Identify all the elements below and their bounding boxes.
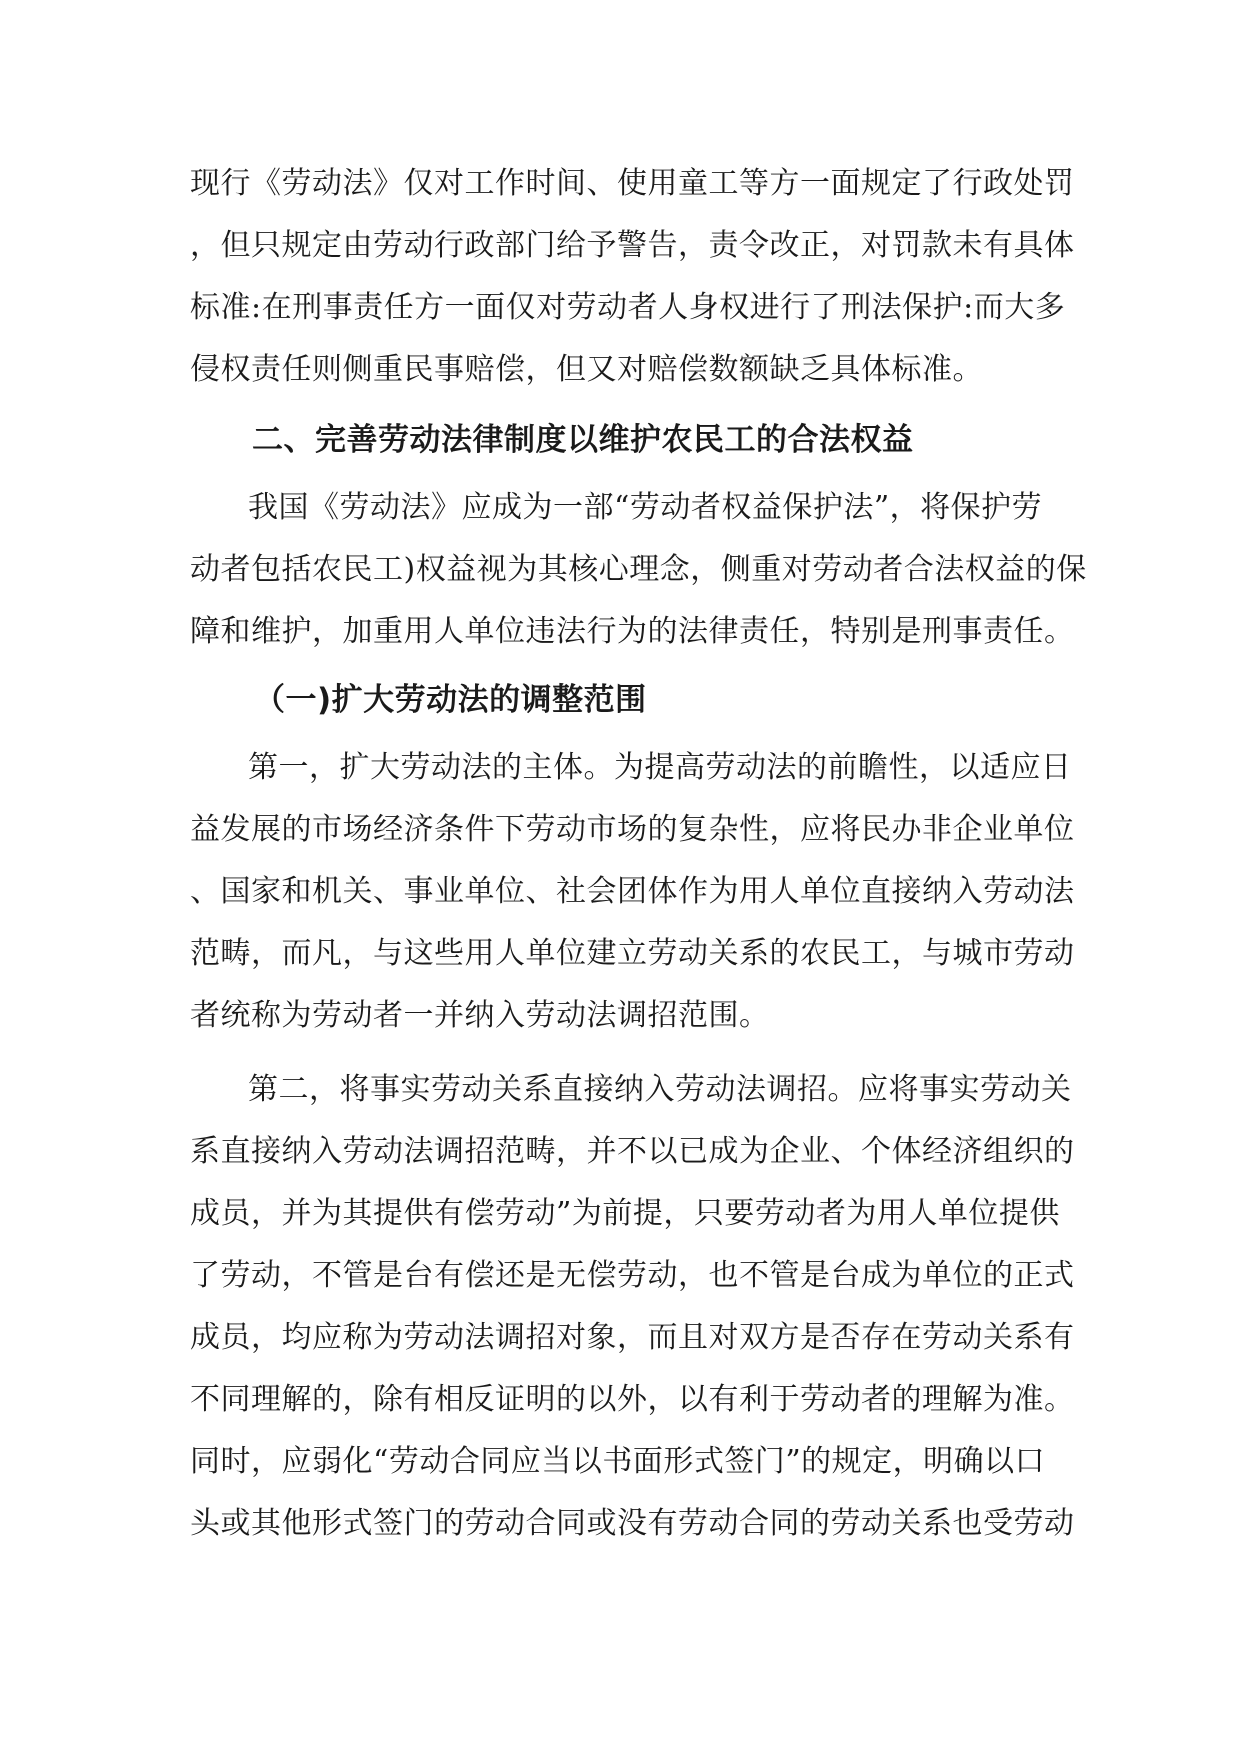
paragraph-line: 成员，并为其提供有偿劳动”为前提，只要劳动者为用人单位提供: [190, 1196, 1060, 1231]
paragraph-line: 障和维护，加重用人单位违法行为的法律责任，特别是刑事责任。: [190, 614, 1075, 649]
paragraph-line: 第一，扩大劳动法的主体。为提高劳动法的前瞻性，以适应日: [248, 750, 1072, 785]
paragraph-line: 范畴，而凡，与这些用人单位建立劳动关系的农民工，与城市劳动: [190, 936, 1075, 971]
paragraph-line: 者统称为劳动者一并纳入劳动法调招范围。: [190, 998, 770, 1033]
paragraph-line: 不同理解的，除有相反证明的以外，以有利于劳动者的理解为准。: [190, 1382, 1075, 1417]
paragraph-line: 系直接纳入劳动法调招范畴，并不以已成为企业、个体经济组织的: [190, 1134, 1075, 1169]
paragraph-line: 我国《劳动法》应成为一部“劳动者权益保护法”，将保护劳: [248, 490, 1043, 525]
paragraph-line: 标准:在刑事责任方一面仅对劳动者人身权进行了刑法保护:而大多: [190, 290, 1066, 325]
section-heading: 二、完善劳动法律制度以维护农民工的合法权益: [252, 422, 914, 458]
subsection-heading: （一)扩大劳动法的调整范围: [254, 682, 647, 718]
paragraph-line: 益发展的市场经济条件下劳动市场的复杂性，应将民办非企业单位: [190, 812, 1075, 847]
paragraph-line: 头或其他形式签门的劳动合同或没有劳动合同的劳动关系也受劳动: [190, 1506, 1075, 1541]
paragraph-line: 同时，应弱化“劳动合同应当以书面形式签门”的规定，明确以口: [190, 1444, 1046, 1479]
paragraph-line: 现行《劳动法》仅对工作时间、使用童工等方一面规定了行政处罚: [190, 166, 1075, 201]
paragraph-line: ，但只规定由劳动行政部门给予警告，责令改正，对罚款未有具体: [190, 228, 1075, 263]
paragraph-line: 了劳动，不管是台有偿还是无偿劳动，也不管是台成为单位的正式: [190, 1258, 1075, 1293]
paragraph-line: 侵权责任则侧重民事赔偿，但又对赔偿数额缺乏具体标准。: [190, 352, 983, 387]
paragraph-line: 动者包括农民工)权益视为其核心理念，侧重对劳动者合法权益的保: [190, 552, 1087, 587]
paragraph-line: 、国家和机关、事业单位、社会团体作为用人单位直接纳入劳动法: [190, 874, 1075, 909]
paragraph-line: 第二，将事实劳动关系直接纳入劳动法调招。应将事实劳动关: [248, 1072, 1072, 1107]
paragraph-line: 成员，均应称为劳动法调招对象，而且对双方是否存在劳动关系有: [190, 1320, 1075, 1355]
